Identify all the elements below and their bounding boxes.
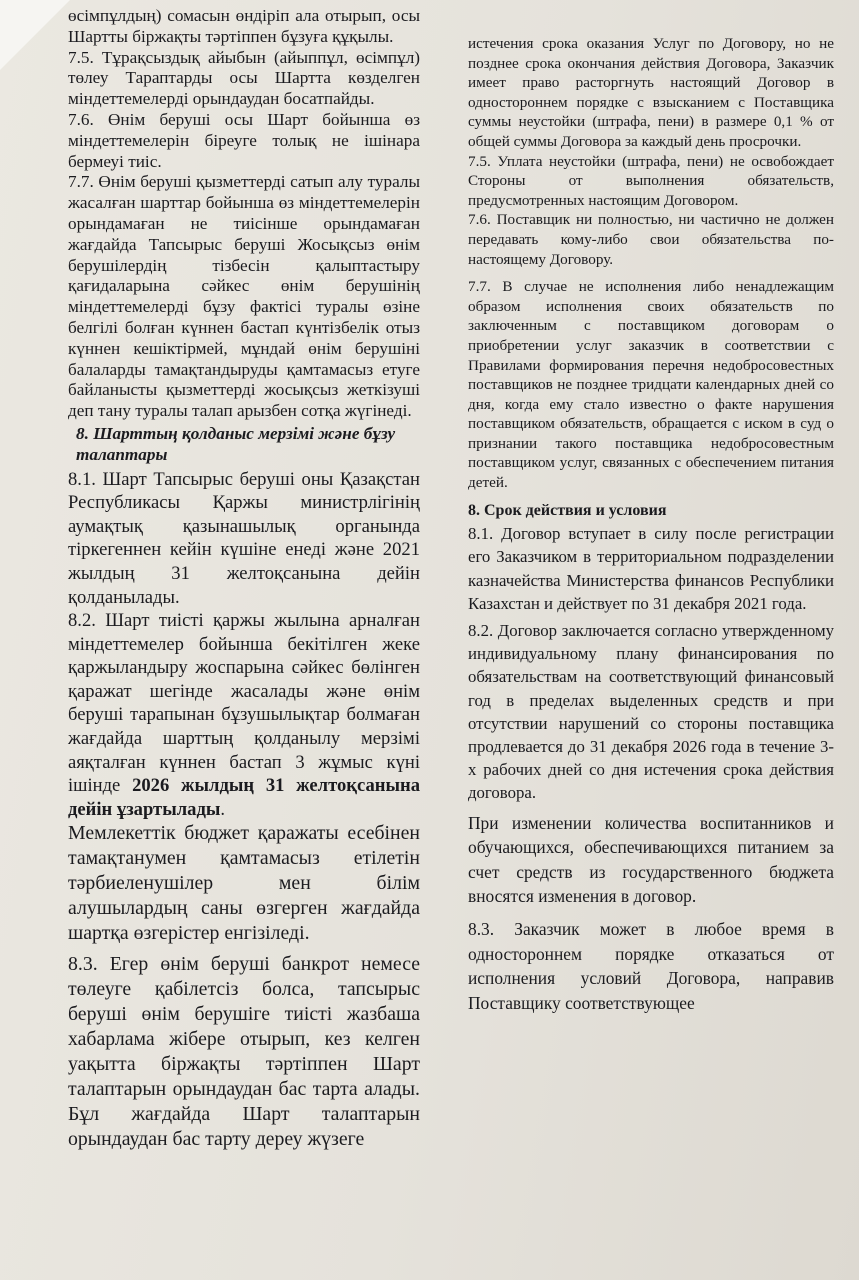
paragraph-continuation: истечения срока оказания Услуг по Договору, но не позднее срока окончания действия Договора, Заказчик имеет право расторгнуть настоящий Договор в одностороннем порядке с взысканием с Поставщика суммы неустойки (штрафа, пени) в размере 0,1 % от общей суммы Договора за каждый день просрочки.	[468, 35, 834, 150]
clause-8-2	[68, 609, 420, 821]
kazakh-text-column	[68, 6, 420, 1152]
russian-text-column	[468, 6, 834, 1015]
section-8-heading: 8. Срок действия и условия	[468, 501, 667, 519]
clause-7-5: 7.5. Уплата неустойки (штрафа, пени) не освобождает Стороны от выполнения обязательств, предусмотренных настоящим Договором.	[468, 152, 834, 209]
clause-8-2: 8.2. Договор заключается согласно утвержденному индивидуальному плану финансирования по обязательствам на соответствующий финансовый год в пределах выделенных средств и при отсутствии нарушений со стороны поставщика продлевается до 31 декабря 2026 года в течение 3-х рабочих дней со дня истечения срока действия договора.	[468, 621, 834, 803]
clause-8-1: 8.1. Договор вступает в силу после регистрации его Заказчиком в территориальном подразделении казначейства Министерства финансов Республики Казахстан и действует по 31 декабря 2021 года.	[468, 524, 834, 613]
clause-7-6: 7.6. Өнім беруші осы Шарт бойынша өз міндеттемелерін біреуге толық не ішінара бермеуі тиіс.	[68, 109, 420, 171]
section-8-heading: 8. Шарттың қолданыс мерзімі және бұзу талаптары	[76, 423, 396, 464]
clause-8-2-amendment: Мемлекеттік бюджет қаражаты есебінен тамақтанумен қамтамасыз етілетін тәрбиеленушілер мен білім алушылардың саны өзгерген жағдайда шартқа өзгерістер енгізіледі.	[68, 822, 420, 945]
clause-7-6: 7.6. Поставщик ни полностью, ни частично не должен передавать кому-либо свои обязательства по-настоящему Договору.	[468, 211, 834, 268]
clause-8-2-bold-date: 2026 жылдың 31 желтоқсанына дейін ұзартылады	[68, 775, 420, 820]
paragraph-continuation: өсімпұлдың) сомасын өндіріп ала отырып, осы Шартты біржақты тәртіппен бұзуға құқылы.	[68, 6, 420, 46]
clause-8-2-text: 8.2. Шарт тиісті қаржы жылына арналған міндеттемелер бойынша бекітілген жеке қаржыландыру жоспарына сәйкес бөлінген қаражат шегінде жасалады және өнім беруші тарапынан бұзушылықтар болмаған жағдайда шарттың қолданылу мерзімі аяқталған күннен бастап 3 жұмыс күні ішінде	[68, 610, 420, 797]
clause-8-3: 8.3. Егер өнім беруші банкрот немесе төлеуге қабілетсіз болса, тапсырыс беруші өнім берушіге тиісті жазбаша хабарлама жібере отырып, кез келген уақытта біржақты тәртіппен Шарт талаптарын орындаудан бас тарта алады. Бұл жағдайда Шарт талаптарын орындаудан бас тарту дереу жүзеге	[68, 953, 420, 1151]
clause-8-2-amendment: При изменении количества воспитанников и обучающихся, обеспечивающихся питанием за счет средств из государственного бюджета вносятся изменения в договор.	[468, 812, 834, 907]
paper-fold-corner	[0, 0, 70, 70]
clause-7-7: 7.7. В случае не исполнения либо ненадлежащим образом исполнения своих обязательств по заключенным с поставщиком договорам о приобретении услуг заказчик в соответствии с Правилами формирования перечня недобросовестных поставщиков не позднее тридцати календарных дней со дня, когда ему стало известно о факте нарушения поставщиком обязательств, обращается с иском в суд о признании такого поставщика недобросовестным поставщиком услуг, связанных с обеспечением питания детей.	[468, 278, 834, 492]
clause-7-5: 7.5. Тұрақсыздық айыбын (айыппұл, өсімпұл) төлеу Тараптарды осы Шартта көзделген міндеттемелерді орындаудан босатпайды.	[68, 47, 420, 109]
clause-8-3: 8.3. Заказчик может в любое время в одностороннем порядке отказаться от исполнения условий Договора, направив Поставщику соответствующее	[468, 919, 834, 1013]
clause-8-1: 8.1. Шарт Тапсырыс беруші оны Қазақстан Республикасы Қаржы министрлігінің аумақтық қазынашылық органында тіркегеннен кейін күшіне енеді және 2021 жылдың 31 желтоқсанына дейін қолданылады.	[68, 468, 420, 608]
clause-7-7: 7.7. Өнім беруші қызметтерді сатып алу туралы жасалған шарттар бойынша өз міндеттемелерін орындамаған не тиісінше орындамаған жағдайда Тапсырыс беруші Жосықсыз өнім берушілердің тізбесін қалыптастыру қағидаларына сәйкес өнім берушінің міндеттемелерді бұзу фактісі туралы өзіне белгілі болған күннен бастап күнтізбелік отыз күннен кешіктірмей, мұндай өнім берушіні балаларды тамақтандыруды қамтамасыз етуге байланысты қызметтерді жосықсыз жеткізуші деп тану туралы талап арызбен сотқа жүгінеді.	[68, 172, 420, 421]
clause-8-2-end: .	[220, 798, 226, 820]
